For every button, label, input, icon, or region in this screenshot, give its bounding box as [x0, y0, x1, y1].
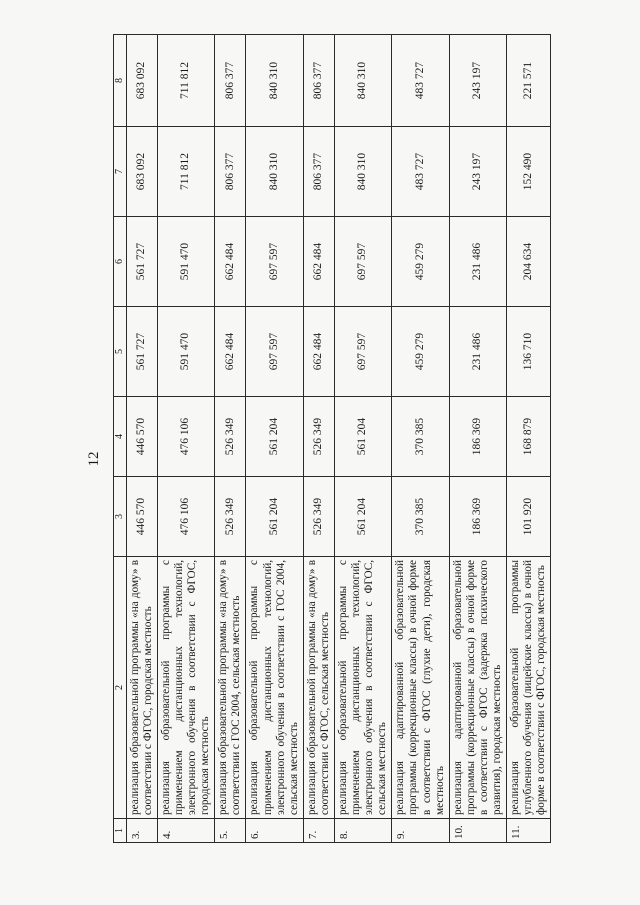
table-cell: 186 369	[449, 397, 506, 477]
table-cell: 697 597	[246, 217, 303, 307]
column-header: 3	[114, 477, 127, 557]
column-header: 8	[114, 35, 127, 127]
row-description: реализация адаптированной образовательной программы (коррекционные классы) в очной форме в соответствии с ФГОС (глухие дети), городская местность	[394, 560, 446, 815]
table-cell: 243 197	[449, 35, 506, 127]
table-cell: 526 349	[303, 477, 334, 557]
table-cell: 446 570	[126, 397, 157, 477]
table-cell: 561 727	[126, 217, 157, 307]
table-cell: 221 571	[507, 35, 551, 127]
table-cell: 186 369	[449, 477, 506, 557]
row-description: реализация образовательной программы «на дому» в соответствии с ФГОС, сельская местность	[305, 560, 331, 815]
table-cell: 591 470	[157, 217, 214, 307]
table-container	[113, 35, 548, 843]
table-row	[246, 35, 303, 843]
table-row	[303, 35, 334, 843]
table-cell: 526 349	[215, 397, 246, 477]
table-row	[126, 35, 157, 843]
table-cell: 806 377	[215, 127, 246, 217]
table-cell: 806 377	[215, 35, 246, 127]
table-cell: 370 385	[392, 397, 449, 477]
column-header: 2	[114, 557, 127, 819]
row-description: реализация образовательной программы «на дому» в соответствии с ФГОС, городская местность	[128, 560, 154, 815]
table-row	[215, 35, 246, 843]
row-description: реализация образовательной программы с применением дистанционных технологий, электронного обучения в соответствии с ФГОС, сельская местность	[337, 560, 389, 815]
table-cell: 483 727	[392, 35, 449, 127]
table-cell: 561 204	[335, 477, 392, 557]
table-cell: 204 634	[507, 217, 551, 307]
column-header: 7	[114, 127, 127, 217]
table-cell: 136 710	[507, 307, 551, 397]
table-cell: 446 570	[126, 477, 157, 557]
table-cell: 840 310	[335, 127, 392, 217]
column-header: 5	[114, 307, 127, 397]
table-cell: 840 310	[246, 127, 303, 217]
table-cell: 152 490	[507, 127, 551, 217]
table-cell: 476 106	[157, 397, 214, 477]
table-cell: 459 279	[392, 307, 449, 397]
table-row	[335, 35, 392, 843]
table-cell: 561 204	[335, 397, 392, 477]
table-cell: 561 204	[246, 397, 303, 477]
table-cell: 168 879	[507, 397, 551, 477]
row-number: 8.	[335, 819, 392, 843]
table-cell: 683 092	[126, 35, 157, 127]
table-cell: 526 349	[215, 477, 246, 557]
table-cell: 662 484	[303, 217, 334, 307]
table-cell: 683 092	[126, 127, 157, 217]
row-number: 5.	[215, 819, 246, 843]
table-cell: 231 486	[449, 217, 506, 307]
table-cell: 697 597	[246, 307, 303, 397]
row-description: реализация образовательной программы углубленного обучения (лицейские классы) в очной форме в соответствии с ФГОС, городская местность	[509, 560, 548, 815]
table-cell: 476 106	[157, 477, 214, 557]
table-cell: 806 377	[303, 127, 334, 217]
table-cell: 711 812	[157, 127, 214, 217]
table-cell: 662 484	[303, 307, 334, 397]
table-cell: 561 727	[126, 307, 157, 397]
table-cell: 483 727	[392, 127, 449, 217]
table-cell: 697 597	[335, 217, 392, 307]
table-cell: 243 197	[449, 127, 506, 217]
table-cell: 711 812	[157, 35, 214, 127]
row-number: 7.	[303, 819, 334, 843]
row-number: 10.	[449, 819, 506, 843]
table-row	[392, 35, 449, 843]
row-description: реализация адаптированной образовательной программы (коррекционные классы) в очной форме в соответствии с ФГОС (задержка психического развития), городская местность	[451, 560, 504, 815]
row-number: 4.	[157, 819, 214, 843]
table-cell: 840 310	[335, 35, 392, 127]
cost-table	[113, 34, 551, 843]
table-cell: 591 470	[157, 307, 214, 397]
table-cell: 231 486	[449, 307, 506, 397]
row-description: реализация образовательной программы с применением дистанционных технологий, электронного обучения в соответствии с ГОС 2004, сельская местность	[248, 560, 300, 815]
table-cell: 662 484	[215, 307, 246, 397]
table-cell: 370 385	[392, 477, 449, 557]
table-cell: 526 349	[303, 397, 334, 477]
row-description: реализация образовательной программы «на дому» в соответствии с ГОС 2004, сельская местность	[217, 560, 243, 815]
table-cell: 459 279	[392, 217, 449, 307]
page-number: 12	[86, 451, 102, 467]
table-row	[157, 35, 214, 843]
row-number: 11.	[507, 819, 551, 843]
table-cell: 662 484	[215, 217, 246, 307]
column-header: 6	[114, 217, 127, 307]
table-cell: 101 920	[507, 477, 551, 557]
table-row	[507, 35, 551, 843]
table-cell: 806 377	[303, 35, 334, 127]
row-number: 9.	[392, 819, 449, 843]
table-cell: 561 204	[246, 477, 303, 557]
row-number: 3.	[126, 819, 157, 843]
row-description: реализация образовательной программы с применением дистанционных технологий, электронного обучения в соответствии с ФГОС, городская местность	[159, 560, 212, 815]
row-number: 6.	[246, 819, 303, 843]
header-row	[114, 35, 127, 843]
table-cell: 840 310	[246, 35, 303, 127]
table-cell: 697 597	[335, 307, 392, 397]
table-row	[449, 35, 506, 843]
column-header: 1	[114, 819, 127, 843]
column-header: 4	[114, 397, 127, 477]
